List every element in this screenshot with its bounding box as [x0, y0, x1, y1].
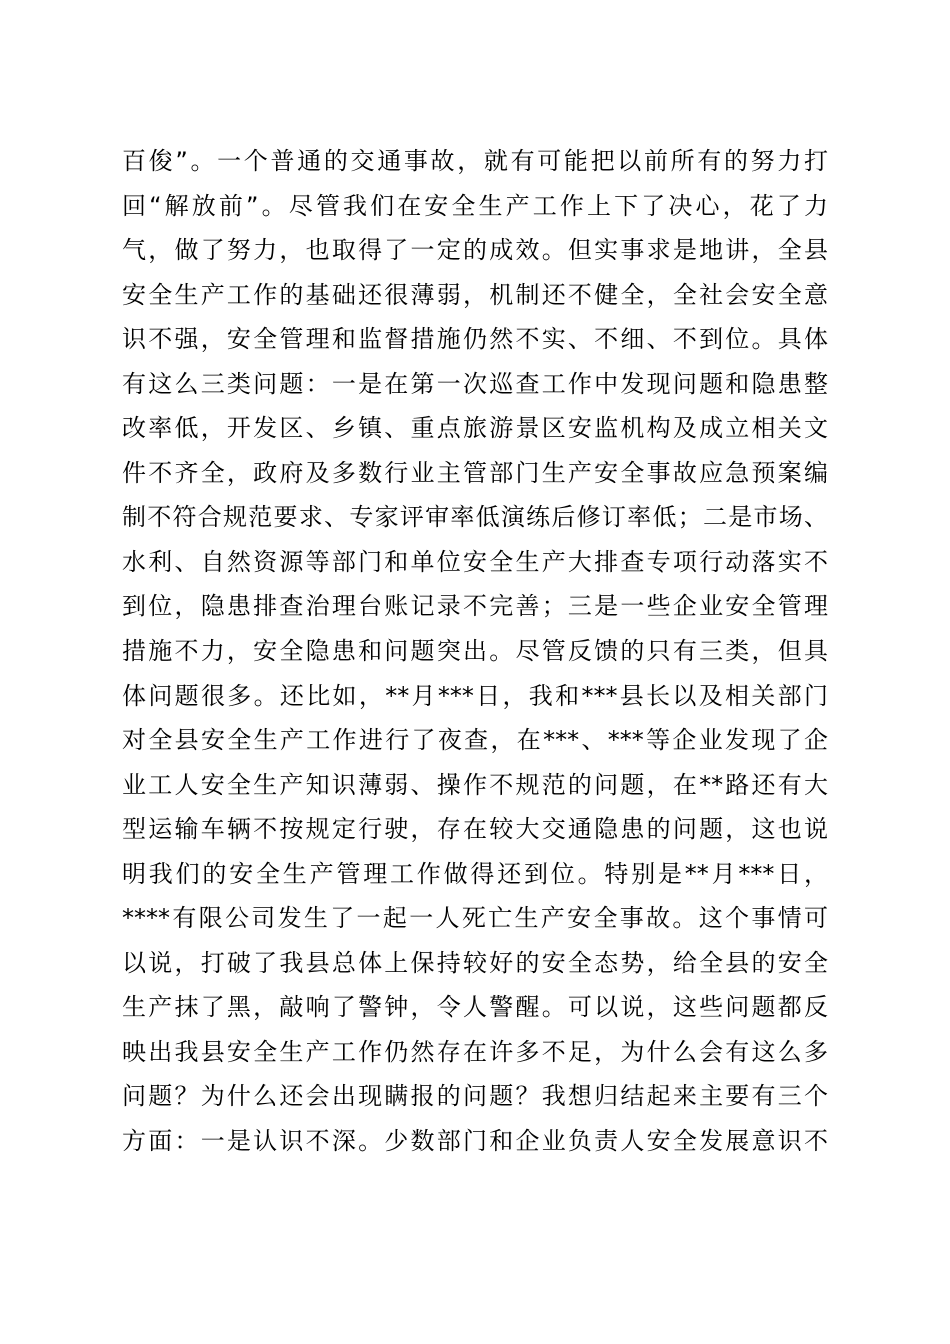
- text-line: 问题？为什么还会出现瞒报的问题？我想归结起来主要有三个: [122, 1082, 828, 1111]
- text-line: 百俊”。一个普通的交通事故，就有可能把以前所有的努力打: [122, 147, 828, 175]
- text-line: 映出我县安全生产工作仍然存在许多不足，为什么会有这么多: [122, 1037, 828, 1066]
- text-line: 措施不力，安全隐患和问题突出。尽管反馈的只有三类，但具: [122, 637, 828, 666]
- text-line: 气，做了努力，也取得了一定的成效。但实事求是地讲，全县: [122, 236, 828, 265]
- text-line: 对全县安全生产工作进行了夜查，在***、***等企业发现了企: [122, 726, 828, 755]
- text-line: 回“解放前”。尽管我们在安全生产工作上下了决心，花了力: [122, 191, 828, 220]
- text-line: 生产抹了黑，敲响了警钟，令人警醒。可以说，这些问题都反: [122, 993, 828, 1022]
- text-line: 型运输车辆不按规定行驶，存在较大交通隐患的问题，这也说: [122, 815, 828, 844]
- text-line: 改率低，开发区、乡镇、重点旅游景区安监机构及成立相关文: [122, 414, 828, 443]
- text-line: 安全生产工作的基础还很薄弱，机制还不健全，全社会安全意: [122, 280, 828, 309]
- text-line: 制不符合规范要求、专家评审率低演练后修订率低；二是市场、: [122, 503, 828, 532]
- document-body: [122, 144, 828, 1169]
- text-line: 水利、自然资源等部门和单位安全生产大排查专项行动落实不: [122, 547, 828, 576]
- text-line: 识不强，安全管理和监督措施仍然不实、不细、不到位。具体: [122, 325, 828, 354]
- text-line: 业工人安全生产知识薄弱、操作不规范的问题，在**路还有大: [122, 770, 828, 799]
- text-line: 以说，打破了我县总体上保持较好的安全态势，给全县的安全: [122, 948, 828, 977]
- text-line: 件不齐全，政府及多数行业主管部门生产安全事故应急预案编: [122, 458, 828, 487]
- text-line: 方面：一是认识不深。少数部门和企业负责人安全发展意识不: [122, 1127, 828, 1156]
- text-line: ****有限公司发生了一起一人死亡生产安全事故。这个事情可: [122, 904, 828, 933]
- text-line: 明我们的安全生产管理工作做得还到位。特别是**月***日，: [122, 859, 828, 888]
- text-line: 到位，隐患排查治理台账记录不完善；三是一些企业安全管理: [122, 592, 828, 621]
- text-line: 体问题很多。还比如，**月***日，我和***县长以及相关部门: [122, 681, 828, 710]
- text-line: 有这么三类问题：一是在第一次巡查工作中发现问题和隐患整: [122, 369, 828, 398]
